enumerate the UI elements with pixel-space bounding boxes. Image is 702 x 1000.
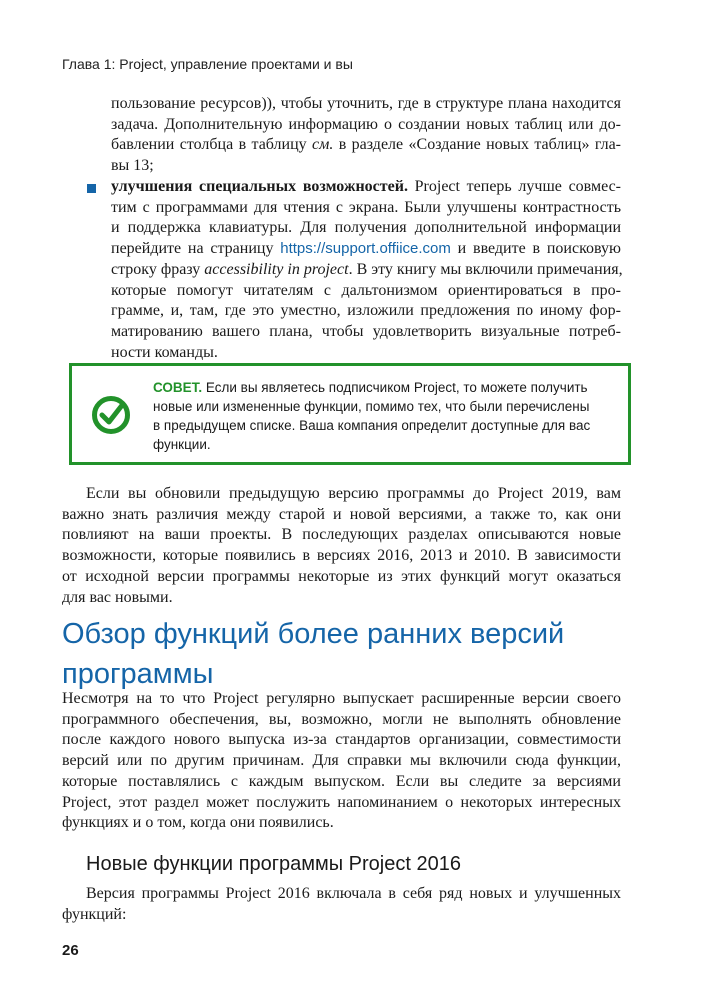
text-line: в предыдущем списке. Ваша компания определит доступные для вас xyxy=(153,418,591,433)
text-run: в разделе «Создание новых таблиц» гла- xyxy=(333,136,622,154)
text-line xyxy=(111,239,621,260)
text-line: ности команды. xyxy=(111,343,218,361)
check-circle-icon xyxy=(90,394,132,436)
tip-label: СОВЕТ. xyxy=(153,380,203,395)
running-head: Глава 1: Project, управление проектами и вы xyxy=(62,56,353,72)
text-run: Project теперь лучше совмес- xyxy=(407,178,622,195)
text-line: грамме, и, там, где это уместно, изложили предложения по иному фор- xyxy=(111,302,621,320)
paragraph-upgrade xyxy=(62,484,621,608)
tip-text xyxy=(153,378,613,454)
text-line: повлияют на ваши проекты. В последующих разделах описываются новые xyxy=(62,526,621,544)
section-heading xyxy=(62,614,564,694)
text-line: возможности, которые появились в версиях 2016, 2013 и 2010. В зависимости xyxy=(62,547,621,565)
continued-list-item xyxy=(111,94,621,177)
heading-line: Обзор функций более ранних версий xyxy=(62,618,565,650)
text-line xyxy=(111,177,621,198)
text-run: бавлении столбца в таблицу xyxy=(111,136,313,154)
text-line: версий или по другим причинам. Для справки мы включили сюда функции, xyxy=(62,752,621,770)
text-line: от исходной версии программы некоторые из этих функций могут оказаться xyxy=(62,567,621,585)
text-line xyxy=(111,135,621,156)
subsection-heading: Новые функции программы Project 2016 xyxy=(86,853,461,875)
text-line: вы 13; xyxy=(111,157,154,175)
list-bullet-square xyxy=(87,184,96,193)
text-line xyxy=(153,378,613,397)
text-line: Версия программы Project 2016 включала в себя ряд новых и улучшенных xyxy=(86,885,621,902)
text-run: и введите в поисковую xyxy=(450,240,621,258)
text-line: и поддержка клавиатуры. Для получения дополнительной информации xyxy=(111,219,621,237)
text-line: Несмотря на то что Project регулярно выпускает расширенные версии своего xyxy=(62,690,621,707)
text-run: . В эту книгу мы включили примечания, xyxy=(348,260,623,278)
text-line: после каждого нового выпуска из-за стандартов организации, совместимости xyxy=(62,731,621,749)
text-line: матированию вашего плана, чтобы удовлетворить визуальные потреб- xyxy=(111,322,621,340)
paragraph-2016 xyxy=(62,884,621,925)
text-line: программного обеспечения, вы, возможно, могли не выполнять обновление xyxy=(62,710,621,728)
paragraph-overview xyxy=(62,689,621,834)
text-line: пользование ресурсов)), чтобы уточнить, где в структуре плана находится xyxy=(111,95,621,112)
text-line: функциях и о том, когда они появились. xyxy=(62,814,334,832)
list-item-accessibility xyxy=(111,177,621,363)
italic-term: см. xyxy=(312,136,334,154)
text-line: тим с программами для чтения с экрана. Были улучшены контрастность xyxy=(111,198,621,216)
text-run: Если вы являетесь подписчиком Project, то можете получить xyxy=(202,380,588,395)
text-line: новые или измененные функции, помимо тех, что были перечислены xyxy=(153,399,590,414)
text-line: Если вы обновили предыдущую версию программы до Project 2019, вам xyxy=(86,485,621,502)
text-line: которые помогут читателям с дальтонизмом ориентироваться в про- xyxy=(111,281,621,299)
text-run: перейдите на страницу xyxy=(111,240,281,258)
support-link[interactable]: https://support.offiice.com xyxy=(280,240,451,258)
tip-box xyxy=(69,363,631,465)
page-number: 26 xyxy=(62,942,79,959)
text-line: для вас новыми. xyxy=(62,588,173,606)
heading-line: программы xyxy=(62,658,214,690)
text-line: Project, этот раздел может послужить напоминанием о некоторых интересных xyxy=(62,793,621,811)
italic-term: accessibility in project xyxy=(204,260,349,278)
text-line: которые поставлялись с каждым выпуском. Если вы следите за версиями xyxy=(62,772,621,790)
text-line: задача. Дополнительную информацию о создании новых таблиц или до- xyxy=(111,115,621,133)
text-run: строку фразу xyxy=(111,260,205,278)
text-line: важно знать различия между старой и новой версиями, а также то, как они xyxy=(62,505,621,523)
list-item-title: улучшения специальных возможностей. xyxy=(111,178,408,195)
text-line: функций: xyxy=(62,905,127,923)
text-line xyxy=(111,260,621,281)
text-line: функции. xyxy=(153,437,211,452)
